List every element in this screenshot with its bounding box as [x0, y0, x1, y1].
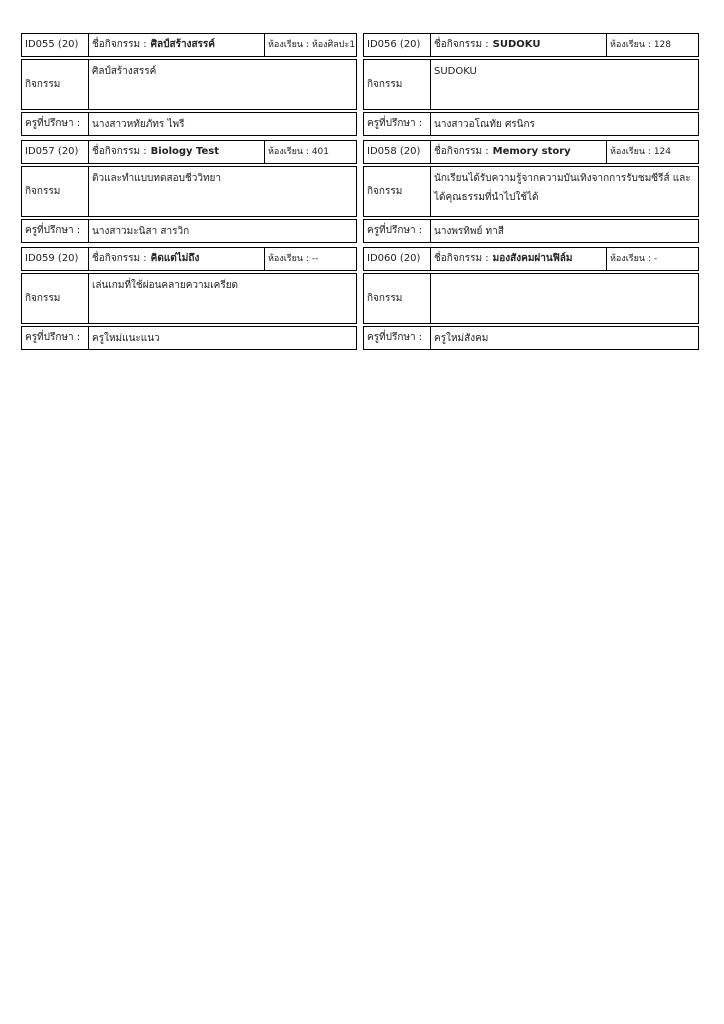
activity-card [363, 140, 699, 243]
activity-id: ID060 (20) [367, 253, 421, 264]
advisor-name: นางสาวมะนิสา สารวิก [88, 220, 356, 242]
activity-header-row [21, 33, 357, 57]
activity-name: SUDOKU [492, 39, 541, 50]
activity-header-row [363, 247, 699, 271]
activity-name: ศิลป์สร้างสรรค์ [150, 39, 215, 50]
activity-name-cell [88, 34, 264, 56]
activity-name: Biology Test [150, 146, 220, 157]
advisor-name: นางสาวอโณทัย ศรนิกร [430, 113, 698, 135]
activity-description: SUDOKU [430, 60, 698, 109]
advisor-label: ครูที่ปรึกษา : [367, 332, 423, 343]
activity-name-label: ชื่อกิจกรรม : [92, 39, 147, 50]
activity-name-label: ชื่อกิจกรรม : [92, 146, 147, 157]
advisor-name: นางสาวหทัยภัทร ไพรี [88, 113, 356, 135]
activity-label: กิจกรรม [25, 185, 61, 197]
activity-name-cell [430, 34, 606, 56]
activity-room: ห้องเรียน : -- [264, 248, 356, 270]
advisor-name: นางพรทิพย์ ทาสี [430, 220, 698, 242]
activity-name-label: ชื่อกิจกรรม : [92, 253, 147, 264]
advisor-label: ครูที่ปรึกษา : [25, 225, 81, 236]
activity-description: เล่นเกมที่ใช้ผ่อนคลายความเครียด [88, 274, 356, 323]
advisor-label: ครูที่ปรึกษา : [25, 118, 81, 129]
activity-id: ID059 (20) [25, 253, 79, 264]
activity-name-label: ชื่อกิจกรรม : [434, 146, 489, 157]
activity-description: ศิลป์สร้างสรรค์ [88, 60, 356, 109]
advisor-label: ครูที่ปรึกษา : [25, 332, 81, 343]
advisor-row [21, 112, 357, 136]
activity-header-row [363, 140, 699, 164]
activity-label: กิจกรรม [367, 78, 403, 90]
advisor-label: ครูที่ปรึกษา : [367, 118, 423, 129]
activity-body-row [21, 166, 357, 217]
activity-description: ติวและทำแบบทดสอบชีววิทยา [88, 167, 356, 216]
activity-room: ห้องเรียน : 401 [264, 141, 356, 163]
advisor-name: ครูใหม่สังคม [430, 327, 698, 349]
advisor-row [363, 219, 699, 243]
activity-body-row [363, 59, 699, 110]
activity-description [430, 274, 698, 323]
activity-id: ID056 (20) [367, 39, 421, 50]
activity-name: มองสังคมผ่านฟิล์ม [492, 253, 573, 264]
activity-name-cell [430, 248, 606, 270]
activity-header-row [363, 33, 699, 57]
activity-card [363, 33, 699, 136]
activity-name-label: ชื่อกิจกรรม : [434, 39, 489, 50]
activity-name-cell [430, 141, 606, 163]
activity-body-row [363, 273, 699, 324]
activity-name: Memory story [492, 146, 571, 157]
activity-card [21, 247, 357, 350]
activity-body-row [21, 59, 357, 110]
activity-room: ห้องเรียน : 124 [606, 141, 698, 163]
advisor-row [21, 326, 357, 350]
activity-header-row [21, 247, 357, 271]
activity-card [363, 247, 699, 350]
advisor-row [363, 326, 699, 350]
activity-id: ID057 (20) [25, 146, 79, 157]
advisor-row [21, 219, 357, 243]
activity-label: กิจกรรม [25, 292, 61, 304]
activity-label: กิจกรรม [367, 292, 403, 304]
advisor-name: ครูใหม่แนะแนว [88, 327, 356, 349]
advisor-row [363, 112, 699, 136]
activity-description: นักเรียนได้รับความรู้จากความบันเทิงจากการรับชมซีรีส์ และได้คุณธรรมที่นำไปใช้ได้ [430, 167, 698, 216]
activity-id: ID055 (20) [25, 39, 79, 50]
activity-label: กิจกรรม [367, 185, 403, 197]
activity-header-row [21, 140, 357, 164]
activity-label: กิจกรรม [25, 78, 61, 90]
activity-name: คิดแต่ไม่ถึง [150, 253, 200, 264]
activity-card [21, 33, 357, 136]
activity-room: ห้องเรียน : 128 [606, 34, 698, 56]
activity-room: ห้องเรียน : - [606, 248, 698, 270]
activity-body-row [21, 273, 357, 324]
activity-name-cell [88, 141, 264, 163]
activity-body-row [363, 166, 699, 217]
activity-room: ห้องเรียน : ห้องศิลปะ1 [264, 34, 356, 56]
activity-grid [21, 33, 699, 350]
activity-card [21, 140, 357, 243]
activity-name-label: ชื่อกิจกรรม : [434, 253, 489, 264]
activity-name-cell [88, 248, 264, 270]
advisor-label: ครูที่ปรึกษา : [367, 225, 423, 236]
activity-id: ID058 (20) [367, 146, 421, 157]
